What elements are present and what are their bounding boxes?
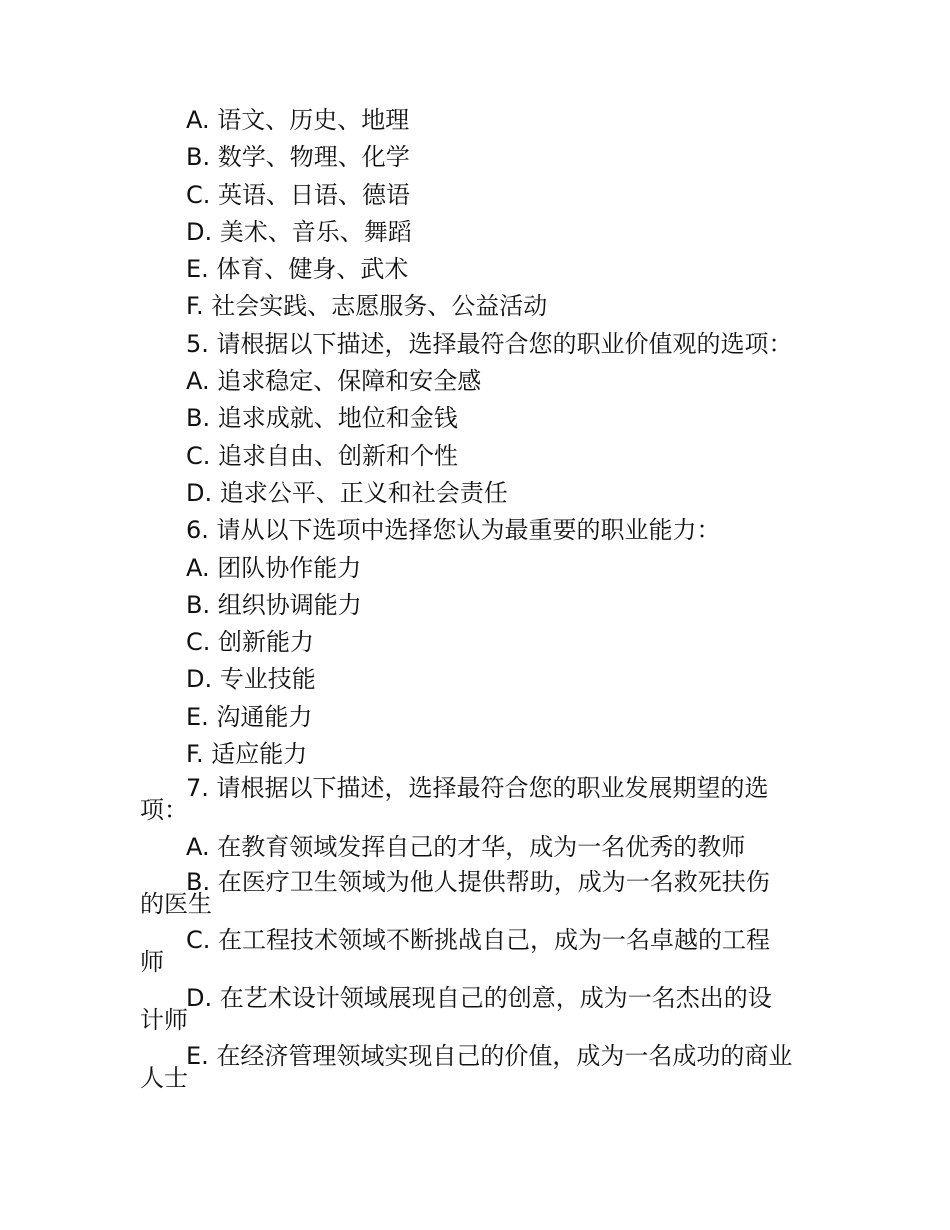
option-line: C. 追求自由、创新和个性	[186, 441, 459, 470]
option-line-2: 人士	[140, 1063, 188, 1092]
option-line-2: 师	[140, 947, 164, 976]
option-line: F. 适应能力	[186, 740, 308, 769]
option-line: A. 追求稳定、保障和安全感	[186, 367, 482, 396]
option-line: D. 追求公平、正义和社会责任	[186, 478, 508, 507]
question-7-line-1: 7. 请根据以下描述，选择最符合您的职业发展期望的选	[186, 774, 769, 803]
option-line: A. 语文、历史、地理	[186, 106, 410, 134]
option-line: F. 社会实践、志愿服务、公益活动	[186, 292, 548, 321]
option-line: E. 沟通能力	[186, 702, 313, 731]
option-line: E. 体育、健身、武术	[186, 255, 409, 284]
question-6: 6. 请从以下选项中选择您认为最重要的职业能力：	[186, 516, 721, 545]
option-line-1: C. 在工程技术领域不断挑战自己，成为一名卓越的工程	[186, 925, 771, 954]
option-line: B. 追求成就、地位和金钱	[186, 404, 458, 433]
option-wrapped	[140, 925, 820, 983]
question-7	[140, 773, 820, 829]
option-wrapped	[140, 983, 820, 1041]
option-line: C. 创新能力	[186, 628, 315, 657]
document-body	[140, 102, 820, 1099]
option-line: B. 数学、物理、化学	[186, 143, 410, 172]
option-line: D. 美术、音乐、舞蹈	[186, 217, 412, 246]
option-line-1: D. 在艺术设计领域展现自己的创意，成为一名杰出的设	[186, 983, 772, 1012]
option-line: B. 组织协调能力	[186, 590, 362, 619]
option-wrapped	[140, 1041, 820, 1099]
option-line: C. 英语、日语、德语	[186, 180, 411, 209]
option-line: A. 团队协作能力	[186, 553, 362, 582]
question-7-line-2: 项：	[140, 796, 188, 825]
question-5: 5. 请根据以下描述，选择最符合您的职业价值观的选项：	[186, 329, 793, 358]
option-line: D. 专业技能	[186, 665, 316, 694]
option-line-2: 计师	[140, 1005, 188, 1034]
option-line-2: 的医生	[140, 889, 212, 918]
option-line-1: E. 在经济管理领域实现自己的价值，成为一名成功的商业	[186, 1041, 793, 1070]
option-wrapped	[140, 867, 820, 925]
option-line: A. 在教育领域发挥自己的才华，成为一名优秀的教师	[186, 833, 746, 862]
option-line-1: B. 在医疗卫生领域为他人提供帮助，成为一名救死扶伤	[186, 867, 770, 896]
